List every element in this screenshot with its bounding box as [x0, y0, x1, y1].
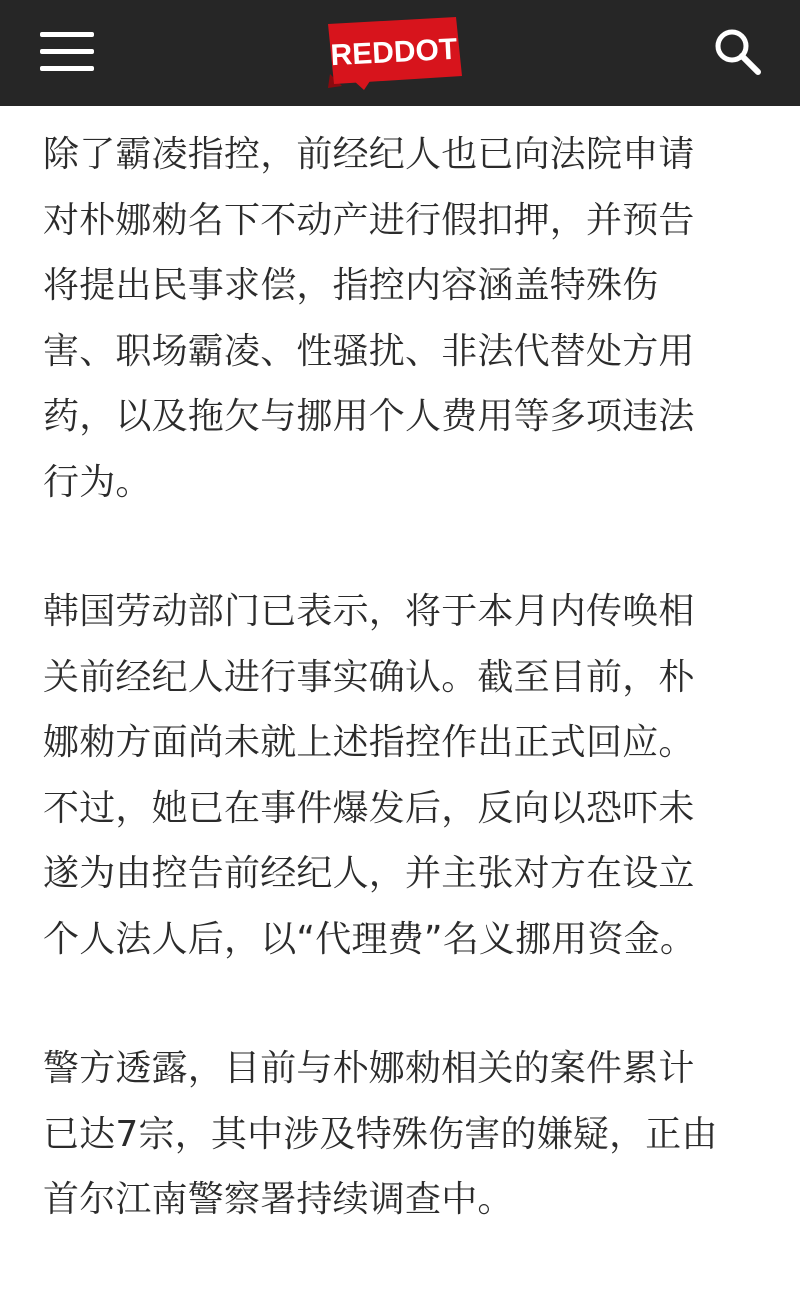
paragraph-line: 已达7宗，其中涉及特殊伤害的嫌疑，正由 [43, 1113, 718, 1155]
paragraph-line: 个人法人后，以“代理费”名义挪用资金。 [43, 918, 697, 960]
paragraph-line: 遂为由控告前经纪人，并主张对方在设立 [43, 853, 695, 894]
paragraph-line: 行为。 [43, 461, 152, 503]
paragraph-line: 警方透露，目前与朴娜勑相关的案件累计 [43, 1048, 695, 1089]
paragraph-line: 将提出民事求偿，指控内容涵盖特殊伤 [43, 265, 659, 306]
hamburger-menu-icon[interactable] [40, 32, 94, 72]
paragraph-line: 韩国劳动部门已表示，将于本月内传唤相 [43, 591, 695, 632]
article-paragraph-3 [43, 1036, 773, 1233]
article-paragraph-2 [43, 579, 773, 972]
article-body [43, 122, 773, 1297]
paragraph-line: 药，以及拖欠与挪用个人费用等多项违法 [43, 396, 695, 437]
article-paragraph-1 [43, 122, 773, 515]
paragraph-line: 娜勑方面尚未就上述指控作出正式回应。 [43, 722, 695, 763]
paragraph-line: 不过，她已在事件爆发后，反向以恐吓未 [43, 787, 695, 829]
reddot-logo[interactable] [324, 14, 464, 90]
paragraph-line: 害、职场霸凌、性骚扰、非法代替处方用 [43, 330, 695, 372]
paragraph-line: 对朴娜勑名下不动产进行假扣押，并预告 [43, 199, 695, 241]
paragraph-line: 首尔江南警察署持续调查中。 [43, 1179, 514, 1220]
search-icon[interactable] [712, 26, 764, 78]
paragraph-line: 除了霸凌指控，前经纪人也已向法院申请 [43, 134, 695, 175]
svg-text:REDDOT: REDDOT [329, 32, 459, 73]
paragraph-line: 关前经纪人进行事实确认。截至目前，朴 [43, 656, 695, 698]
top-navigation-bar [0, 0, 800, 106]
